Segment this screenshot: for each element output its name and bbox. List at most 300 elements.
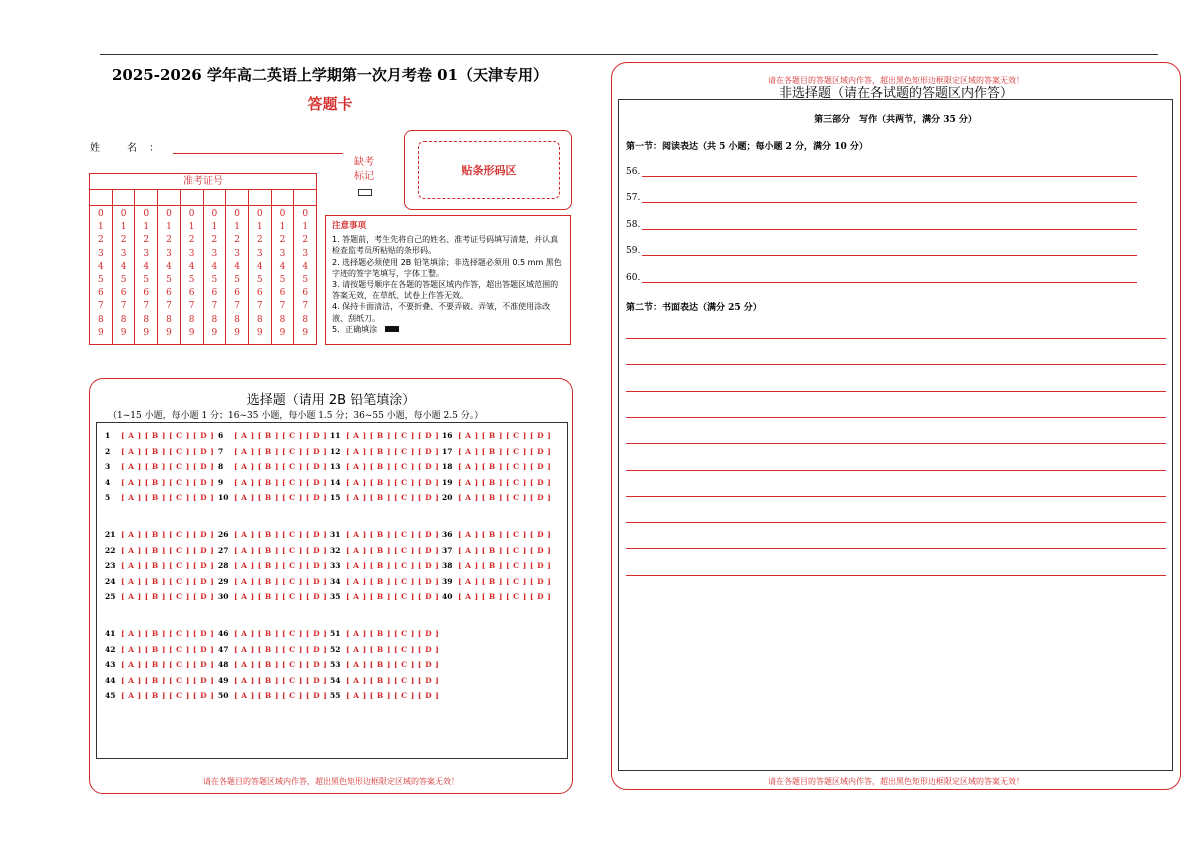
exam-digit-bubble[interactable]: 6 bbox=[256, 288, 263, 299]
exam-digit-bubble[interactable]: 4 bbox=[97, 261, 104, 272]
exam-number-digit-cell[interactable] bbox=[272, 190, 295, 205]
exam-digit-bubble[interactable]: 8 bbox=[234, 314, 240, 325]
page-title: 2025-2026 学年高二英语上学期第一次月考卷 01（天津专用） bbox=[111, 66, 549, 84]
choice-question-row bbox=[442, 530, 551, 539]
exam-digit-bubble[interactable]: 9 bbox=[143, 327, 150, 338]
exam-digit-bubble[interactable]: 7 bbox=[143, 301, 150, 312]
exam-digit-bubble[interactable]: 8 bbox=[120, 314, 127, 325]
exam-number-column bbox=[249, 206, 272, 344]
page-subtitle: 答题卡 bbox=[307, 95, 353, 113]
answer-options[interactable]: [ A ] [ B ] [ C ] [ D ] bbox=[121, 691, 215, 700]
choice-question-row bbox=[218, 592, 327, 601]
answer-options[interactable]: [ A ] [ B ] [ C ] [ D ] bbox=[458, 561, 552, 570]
exam-digit-bubble[interactable]: 7 bbox=[279, 301, 286, 312]
exam-digit-bubble[interactable]: 2 bbox=[188, 235, 195, 246]
writing-line[interactable] bbox=[626, 470, 1166, 471]
answer-options[interactable]: [ A ] [ B ] [ C ] [ D ] bbox=[346, 691, 440, 700]
writing-line[interactable] bbox=[626, 391, 1166, 392]
answer-options[interactable]: [ A ] [ B ] [ C ] [ D ] bbox=[121, 431, 215, 440]
exam-digit-bubble[interactable]: 8 bbox=[166, 314, 172, 325]
question-number: 38 bbox=[442, 561, 453, 570]
choice-question-row bbox=[330, 691, 439, 700]
choice-question-row bbox=[218, 561, 327, 570]
choice-question-row bbox=[442, 577, 551, 586]
answer-options[interactable]: [ A ] [ B ] [ C ] [ D ] bbox=[346, 675, 440, 685]
reading-answer-line[interactable] bbox=[642, 195, 1137, 203]
question-number: 25 bbox=[105, 592, 116, 601]
choice-answer-box bbox=[96, 422, 568, 759]
answer-options[interactable]: [ A ] [ B ] [ C ] [ D ] bbox=[121, 493, 215, 502]
choice-question-row bbox=[218, 546, 327, 555]
choice-question-row bbox=[218, 629, 327, 638]
reading-answer-row bbox=[626, 193, 1137, 203]
question-number: 3 bbox=[105, 462, 111, 471]
question-number: 39 bbox=[442, 576, 453, 586]
exam-digit-bubble[interactable]: 0 bbox=[302, 209, 309, 219]
exam-digit-bubble[interactable]: 2 bbox=[234, 235, 240, 246]
question-number: 50 bbox=[218, 691, 229, 700]
answer-options[interactable]: [ A ] [ B ] [ C ] [ D ] bbox=[121, 446, 215, 456]
answer-options[interactable]: [ A ] [ B ] [ C ] [ D ] bbox=[121, 462, 215, 471]
exam-number-digit-cell[interactable] bbox=[181, 190, 204, 205]
exam-digit-bubble[interactable]: 5 bbox=[211, 275, 218, 286]
exam-digit-bubble[interactable]: 8 bbox=[211, 314, 218, 325]
choice-question-row bbox=[442, 493, 551, 502]
answer-options[interactable]: [ A ] [ B ] [ C ] [ D ] bbox=[234, 530, 328, 539]
choice-question-row bbox=[442, 561, 551, 570]
answer-options[interactable]: [ A ] [ B ] [ C ] [ D ] bbox=[458, 530, 552, 539]
exam-number-column bbox=[113, 206, 136, 344]
exam-digit-bubble[interactable]: 2 bbox=[143, 235, 150, 246]
choice-question-row bbox=[330, 447, 439, 456]
reading-question-number: 56. bbox=[626, 167, 641, 177]
answer-options[interactable]: [ A ] [ B ] [ C ] [ D ] bbox=[121, 675, 215, 685]
exam-digit-bubble[interactable]: 2 bbox=[256, 235, 263, 246]
choice-question-row bbox=[105, 592, 214, 601]
choice-question-row bbox=[218, 691, 327, 700]
choice-question-row bbox=[330, 561, 439, 570]
choice-question-row bbox=[330, 645, 439, 654]
exam-digit-bubble[interactable]: 5 bbox=[279, 275, 286, 286]
question-number: 29 bbox=[218, 576, 229, 586]
question-number: 8 bbox=[218, 462, 224, 471]
choice-question-row bbox=[105, 676, 214, 685]
answer-options[interactable]: [ A ] [ B ] [ C ] [ D ] bbox=[234, 462, 328, 471]
answer-options[interactable]: [ A ] [ B ] [ C ] [ D ] bbox=[121, 576, 215, 586]
choice-question-row bbox=[330, 431, 439, 440]
nonchoice-top-warning: 请在各题目的答题区域内作答，超出黑色矩形边框限定区域的答案无效！ bbox=[768, 76, 1024, 85]
answer-options[interactable]: [ A ] [ B ] [ C ] [ D ] bbox=[234, 545, 328, 555]
question-number: 7 bbox=[218, 446, 224, 456]
exam-digit-bubble[interactable]: 1 bbox=[279, 222, 286, 233]
exam-number-digit-cell[interactable] bbox=[204, 190, 227, 205]
question-number: 47 bbox=[218, 644, 229, 654]
choice-question-row bbox=[442, 431, 551, 440]
answer-options[interactable]: [ A ] [ B ] [ C ] [ D ] bbox=[458, 592, 552, 601]
choice-question-row bbox=[218, 447, 327, 456]
reading-answer-line[interactable] bbox=[642, 169, 1137, 177]
answer-options[interactable]: [ A ] [ B ] [ C ] [ D ] bbox=[234, 446, 328, 456]
exam-digit-bubble[interactable]: 9 bbox=[234, 327, 240, 338]
notes-item: 1. 答题前，考生先将自己的姓名、准考证号码填写清楚，并认真检查监考员所粘贴的条形码。 bbox=[332, 235, 559, 256]
answer-options[interactable]: [ A ] [ B ] [ C ] [ D ] bbox=[234, 629, 328, 638]
question-number: 15 bbox=[330, 493, 341, 502]
answer-options[interactable]: [ A ] [ B ] [ C ] [ D ] bbox=[121, 660, 215, 669]
name-row bbox=[90, 139, 343, 154]
question-number: 34 bbox=[330, 576, 341, 586]
answer-options[interactable]: [ A ] [ B ] [ C ] [ D ] bbox=[346, 477, 440, 487]
exam-digit-bubble[interactable]: 8 bbox=[256, 314, 263, 325]
exam-digit-bubble[interactable]: 3 bbox=[279, 248, 286, 259]
answer-options[interactable]: [ A ] [ B ] [ C ] [ D ] bbox=[346, 660, 440, 669]
answer-options[interactable]: [ A ] [ B ] [ C ] [ D ] bbox=[121, 561, 215, 570]
answer-options[interactable]: [ A ] [ B ] [ C ] [ D ] bbox=[121, 530, 215, 539]
reading-answer-line[interactable] bbox=[642, 275, 1137, 283]
answer-options[interactable]: [ A ] [ B ] [ C ] [ D ] bbox=[458, 446, 552, 456]
writing-line[interactable] bbox=[626, 338, 1166, 339]
question-number: 21 bbox=[105, 530, 116, 539]
exam-digit-bubble[interactable]: 9 bbox=[256, 327, 263, 338]
exam-number-column bbox=[294, 206, 316, 344]
exam-digit-bubble[interactable]: 7 bbox=[166, 301, 172, 312]
answer-options[interactable]: [ A ] [ B ] [ C ] [ D ] bbox=[346, 462, 440, 471]
exam-digit-bubble[interactable]: 7 bbox=[256, 301, 263, 312]
exam-digit-bubble[interactable]: 9 bbox=[97, 327, 104, 338]
exam-digit-bubble[interactable]: 9 bbox=[188, 327, 195, 338]
choice-question-row bbox=[218, 431, 327, 440]
exam-digit-bubble[interactable]: 0 bbox=[234, 209, 240, 219]
notes-title: 注意事项 bbox=[332, 221, 367, 231]
question-number: 22 bbox=[105, 545, 116, 555]
exam-digit-bubble[interactable]: 7 bbox=[120, 301, 127, 312]
question-number: 9 bbox=[218, 477, 224, 487]
answer-options[interactable]: [ A ] [ B ] [ C ] [ D ] bbox=[346, 592, 440, 601]
answer-options[interactable]: [ A ] [ B ] [ C ] [ D ] bbox=[458, 477, 552, 487]
exam-digit-bubble[interactable]: 6 bbox=[234, 288, 240, 299]
exam-digit-bubble[interactable]: 0 bbox=[143, 209, 150, 219]
writing-line[interactable] bbox=[626, 548, 1166, 549]
exam-number-digit-cell[interactable] bbox=[226, 190, 249, 205]
question-number: 43 bbox=[105, 660, 116, 669]
exam-number-column bbox=[135, 206, 158, 344]
notes-box bbox=[325, 215, 571, 345]
choice-question-row bbox=[330, 478, 439, 487]
exam-digit-bubble[interactable]: 4 bbox=[166, 261, 172, 272]
exam-digit-bubble[interactable]: 4 bbox=[211, 261, 218, 272]
exam-number-bubbles bbox=[90, 206, 316, 344]
answer-options[interactable]: [ A ] [ B ] [ C ] [ D ] bbox=[346, 629, 440, 638]
exam-digit-bubble[interactable]: 9 bbox=[166, 327, 172, 338]
answer-options[interactable]: [ A ] [ B ] [ C ] [ D ] bbox=[234, 592, 328, 601]
exam-number-column bbox=[181, 206, 204, 344]
choice-question-row bbox=[330, 592, 439, 601]
choice-section-title: 选择题（请用 2B 铅笔填涂） bbox=[246, 393, 416, 408]
exam-digit-bubble[interactable]: 9 bbox=[302, 327, 309, 338]
exam-digit-bubble[interactable]: 6 bbox=[302, 288, 309, 299]
choice-question-row bbox=[105, 629, 214, 638]
exam-digit-bubble[interactable]: 3 bbox=[143, 248, 150, 259]
question-number: 54 bbox=[330, 675, 341, 685]
exam-number-digit-cell[interactable] bbox=[135, 190, 158, 205]
exam-digit-bubble[interactable]: 5 bbox=[234, 275, 240, 286]
choice-question-row bbox=[330, 530, 439, 539]
notes-item-fill-example: 5．正确填涂 bbox=[332, 324, 564, 335]
reading-question-number: 59. bbox=[626, 246, 641, 256]
answer-options[interactable]: [ A ] [ B ] [ C ] [ D ] bbox=[234, 660, 328, 669]
exam-number-label: 准考证号 bbox=[90, 174, 316, 190]
question-number: 26 bbox=[218, 530, 229, 539]
exam-digit-bubble[interactable]: 8 bbox=[188, 314, 195, 325]
writing-line[interactable] bbox=[626, 443, 1166, 444]
choice-question-row bbox=[105, 530, 214, 539]
choice-question-row bbox=[105, 561, 214, 570]
writing-line[interactable] bbox=[626, 496, 1166, 497]
answer-options[interactable]: [ A ] [ B ] [ C ] [ D ] bbox=[346, 493, 440, 502]
exam-digit-bubble[interactable]: 0 bbox=[211, 209, 218, 219]
exam-digit-bubble[interactable]: 3 bbox=[120, 248, 127, 259]
choice-question-row bbox=[442, 592, 551, 601]
choice-question-row bbox=[330, 577, 439, 586]
exam-digit-bubble[interactable]: 0 bbox=[279, 209, 286, 219]
exam-digit-bubble[interactable]: 3 bbox=[302, 248, 309, 259]
answer-options[interactable]: [ A ] [ B ] [ C ] [ D ] bbox=[458, 431, 552, 440]
question-number: 14 bbox=[330, 477, 341, 487]
question-number: 45 bbox=[105, 691, 116, 700]
exam-digit-bubble[interactable]: 9 bbox=[211, 327, 218, 338]
exam-digit-bubble[interactable]: 0 bbox=[166, 209, 172, 219]
answer-options[interactable]: [ A ] [ B ] [ C ] [ D ] bbox=[234, 561, 328, 570]
barcode-area: 贴条形码区 bbox=[418, 141, 560, 199]
exam-number-column bbox=[204, 206, 227, 344]
nonchoice-title: 非选择题（请在各试题的答题区内作答） bbox=[778, 86, 1013, 101]
exam-number-digit-cell[interactable] bbox=[158, 190, 181, 205]
exam-number-column bbox=[226, 206, 249, 344]
exam-digit-bubble[interactable]: 6 bbox=[166, 288, 172, 299]
answer-options[interactable]: [ A ] [ B ] [ C ] [ D ] bbox=[121, 644, 215, 654]
absent-mark-box[interactable] bbox=[358, 189, 372, 196]
answer-options[interactable]: [ A ] [ B ] [ C ] [ D ] bbox=[458, 462, 552, 471]
filled-mark-example bbox=[385, 326, 399, 332]
choice-question-row bbox=[218, 676, 327, 685]
choice-question-row bbox=[105, 660, 214, 669]
answer-options[interactable]: [ A ] [ B ] [ C ] [ D ] bbox=[234, 644, 328, 654]
exam-digit-bubble[interactable]: 2 bbox=[166, 235, 172, 246]
exam-digit-bubble[interactable]: 0 bbox=[188, 209, 195, 219]
question-number: 46 bbox=[218, 629, 229, 638]
exam-number-digit-cell[interactable] bbox=[113, 190, 136, 205]
answer-options[interactable]: [ A ] [ B ] [ C ] [ D ] bbox=[121, 629, 215, 638]
exam-number-grid bbox=[89, 173, 317, 345]
exam-digit-bubble[interactable]: 6 bbox=[143, 288, 150, 299]
question-number: 24 bbox=[105, 576, 116, 586]
exam-digit-bubble[interactable]: 7 bbox=[97, 301, 104, 312]
exam-digit-bubble[interactable]: 1 bbox=[143, 222, 150, 233]
exam-digit-bubble[interactable]: 1 bbox=[256, 222, 263, 233]
question-number: 20 bbox=[442, 493, 453, 502]
exam-digit-bubble[interactable]: 9 bbox=[120, 327, 127, 338]
answer-options[interactable]: [ A ] [ B ] [ C ] [ D ] bbox=[458, 493, 552, 502]
question-number: 12 bbox=[330, 446, 341, 456]
question-number: 49 bbox=[218, 675, 229, 685]
choice-question-row bbox=[442, 462, 551, 471]
exam-digit-bubble[interactable]: 0 bbox=[120, 209, 127, 219]
exam-number-column bbox=[272, 206, 295, 344]
choice-question-row bbox=[218, 493, 327, 502]
choice-question-row bbox=[105, 546, 214, 555]
exam-digit-bubble[interactable]: 3 bbox=[256, 248, 263, 259]
answer-options[interactable]: [ A ] [ B ] [ C ] [ D ] bbox=[121, 592, 215, 601]
exam-digit-bubble[interactable]: 3 bbox=[234, 248, 240, 259]
exam-digit-bubble[interactable]: 4 bbox=[234, 261, 240, 272]
answer-options[interactable]: [ A ] [ B ] [ C ] [ D ] bbox=[234, 675, 328, 685]
part3-heading: 第三部分 写作（共两节，满分 35 分） bbox=[814, 115, 977, 125]
question-number: 27 bbox=[218, 545, 229, 555]
exam-digit-bubble[interactable]: 1 bbox=[302, 222, 309, 233]
question-number: 42 bbox=[105, 644, 116, 654]
writing-line[interactable] bbox=[626, 364, 1166, 365]
exam-digit-bubble[interactable]: 2 bbox=[302, 235, 309, 246]
question-number: 30 bbox=[218, 592, 229, 601]
answer-options[interactable]: [ A ] [ B ] [ C ] [ D ] bbox=[458, 576, 552, 586]
answer-options[interactable]: [ A ] [ B ] [ C ] [ D ] bbox=[346, 545, 440, 555]
answer-options[interactable]: [ A ] [ B ] [ C ] [ D ] bbox=[346, 530, 440, 539]
exam-digit-bubble[interactable]: 7 bbox=[188, 301, 195, 312]
nonchoice-footer-warning: 请在各题目的答题区域内作答，超出黑色矩形边框限定区域的答案无效！ bbox=[768, 777, 1024, 786]
exam-digit-bubble[interactable]: 4 bbox=[256, 261, 263, 272]
exam-number-column bbox=[158, 206, 181, 344]
exam-digit-bubble[interactable]: 2 bbox=[97, 235, 104, 246]
exam-digit-bubble[interactable]: 3 bbox=[188, 248, 195, 259]
question-number: 44 bbox=[105, 675, 116, 685]
answer-options[interactable]: [ A ] [ B ] [ C ] [ D ] bbox=[346, 644, 440, 654]
exam-digit-bubble[interactable]: 7 bbox=[302, 301, 309, 312]
exam-digit-bubble[interactable]: 2 bbox=[279, 235, 286, 246]
question-number: 31 bbox=[330, 530, 341, 539]
exam-digit-bubble[interactable]: 3 bbox=[166, 248, 172, 259]
writing-line[interactable] bbox=[626, 522, 1166, 523]
exam-digit-bubble[interactable]: 8 bbox=[279, 314, 286, 325]
exam-number-write-row bbox=[90, 190, 316, 206]
exam-digit-bubble[interactable]: 7 bbox=[234, 301, 240, 312]
question-number: 16 bbox=[442, 431, 453, 440]
question-number: 23 bbox=[105, 561, 116, 570]
choice-question-row bbox=[218, 660, 327, 669]
exam-digit-bubble[interactable]: 1 bbox=[211, 222, 218, 233]
answer-options[interactable]: [ A ] [ B ] [ C ] [ D ] bbox=[121, 545, 215, 555]
exam-digit-bubble[interactable]: 1 bbox=[166, 222, 172, 233]
exam-digit-bubble[interactable]: 6 bbox=[188, 288, 195, 299]
question-number: 52 bbox=[330, 644, 341, 654]
exam-number-digit-cell[interactable] bbox=[90, 190, 113, 205]
choice-question-row bbox=[218, 478, 327, 487]
exam-digit-bubble[interactable]: 0 bbox=[97, 209, 104, 219]
question-number: 36 bbox=[442, 530, 453, 539]
writing-line[interactable] bbox=[626, 575, 1166, 576]
exam-digit-bubble[interactable]: 8 bbox=[143, 314, 150, 325]
question-number: 48 bbox=[218, 660, 229, 669]
question-number: 55 bbox=[330, 691, 341, 700]
exam-number-digit-cell[interactable] bbox=[294, 190, 316, 205]
answer-options[interactable]: [ A ] [ B ] [ C ] [ D ] bbox=[234, 691, 328, 700]
exam-digit-bubble[interactable]: 5 bbox=[302, 275, 309, 286]
exam-digit-bubble[interactable]: 4 bbox=[302, 261, 309, 272]
exam-digit-bubble[interactable]: 4 bbox=[143, 261, 150, 272]
choice-question-row bbox=[442, 546, 551, 555]
question-number: 18 bbox=[442, 462, 453, 471]
exam-digit-bubble[interactable]: 5 bbox=[166, 275, 172, 286]
exam-digit-bubble[interactable]: 6 bbox=[97, 288, 104, 299]
exam-digit-bubble[interactable]: 2 bbox=[211, 235, 218, 246]
answer-options[interactable]: [ A ] [ B ] [ C ] [ D ] bbox=[346, 446, 440, 456]
answer-options[interactable]: [ A ] [ B ] [ C ] [ D ] bbox=[346, 576, 440, 586]
exam-digit-bubble[interactable]: 4 bbox=[188, 261, 195, 272]
exam-digit-bubble[interactable]: 5 bbox=[188, 275, 195, 286]
reading-answer-row bbox=[626, 273, 1137, 283]
reading-answer-line[interactable] bbox=[642, 222, 1137, 230]
reading-question-number: 57. bbox=[626, 193, 641, 203]
exam-digit-bubble[interactable]: 1 bbox=[234, 222, 240, 233]
exam-digit-bubble[interactable]: 5 bbox=[256, 275, 263, 286]
reading-answer-row bbox=[626, 167, 1137, 177]
choice-question-row bbox=[105, 493, 214, 502]
exam-digit-bubble[interactable]: 9 bbox=[279, 327, 286, 338]
question-number: 10 bbox=[218, 493, 229, 502]
question-number: 28 bbox=[218, 561, 229, 570]
question-number: 17 bbox=[442, 446, 453, 456]
exam-digit-bubble[interactable]: 3 bbox=[97, 248, 104, 259]
exam-digit-bubble[interactable]: 6 bbox=[211, 288, 218, 299]
exam-digit-bubble[interactable]: 8 bbox=[97, 314, 104, 325]
exam-digit-bubble[interactable]: 1 bbox=[97, 222, 104, 233]
exam-digit-bubble[interactable]: 5 bbox=[143, 275, 150, 286]
exam-digit-bubble[interactable]: 8 bbox=[302, 314, 309, 325]
question-number: 41 bbox=[105, 629, 116, 638]
writing-line[interactable] bbox=[626, 417, 1166, 418]
answer-options[interactable]: [ A ] [ B ] [ C ] [ D ] bbox=[234, 493, 328, 502]
question-number: 53 bbox=[330, 660, 341, 669]
exam-digit-bubble[interactable]: 3 bbox=[211, 248, 218, 259]
reading-answer-line[interactable] bbox=[642, 248, 1137, 256]
choice-question-row bbox=[105, 431, 214, 440]
answer-options[interactable]: [ A ] [ B ] [ C ] [ D ] bbox=[234, 431, 328, 440]
exam-digit-bubble[interactable]: 7 bbox=[211, 301, 218, 312]
exam-digit-bubble[interactable]: 2 bbox=[120, 235, 127, 246]
exam-digit-bubble[interactable]: 1 bbox=[120, 222, 127, 233]
exam-digit-bubble[interactable]: 5 bbox=[97, 275, 104, 286]
answer-options[interactable]: [ A ] [ B ] [ C ] [ D ] bbox=[234, 576, 328, 586]
exam-number-digit-cell[interactable] bbox=[249, 190, 272, 205]
choice-question-row bbox=[105, 691, 214, 700]
answer-options[interactable]: [ A ] [ B ] [ C ] [ D ] bbox=[458, 545, 552, 555]
choice-question-row bbox=[105, 645, 214, 654]
exam-digit-bubble[interactable]: 1 bbox=[188, 222, 195, 233]
exam-digit-bubble[interactable]: 4 bbox=[120, 261, 127, 272]
question-number: 37 bbox=[442, 545, 453, 555]
answer-options[interactable]: [ A ] [ B ] [ C ] [ D ] bbox=[234, 477, 328, 487]
answer-options[interactable]: [ A ] [ B ] [ C ] [ D ] bbox=[346, 431, 440, 440]
exam-digit-bubble[interactable]: 6 bbox=[279, 288, 286, 299]
exam-digit-bubble[interactable]: 0 bbox=[256, 209, 263, 219]
choice-question-row bbox=[218, 577, 327, 586]
name-field[interactable] bbox=[173, 142, 343, 154]
exam-digit-bubble[interactable]: 4 bbox=[279, 261, 286, 272]
answer-options[interactable]: [ A ] [ B ] [ C ] [ D ] bbox=[346, 561, 440, 570]
question-number: 4 bbox=[105, 477, 111, 487]
question-number: 11 bbox=[330, 431, 341, 440]
exam-digit-bubble[interactable]: 5 bbox=[120, 275, 127, 286]
exam-digit-bubble[interactable]: 6 bbox=[120, 288, 127, 299]
answer-options[interactable]: [ A ] [ B ] [ C ] [ D ] bbox=[121, 477, 215, 487]
